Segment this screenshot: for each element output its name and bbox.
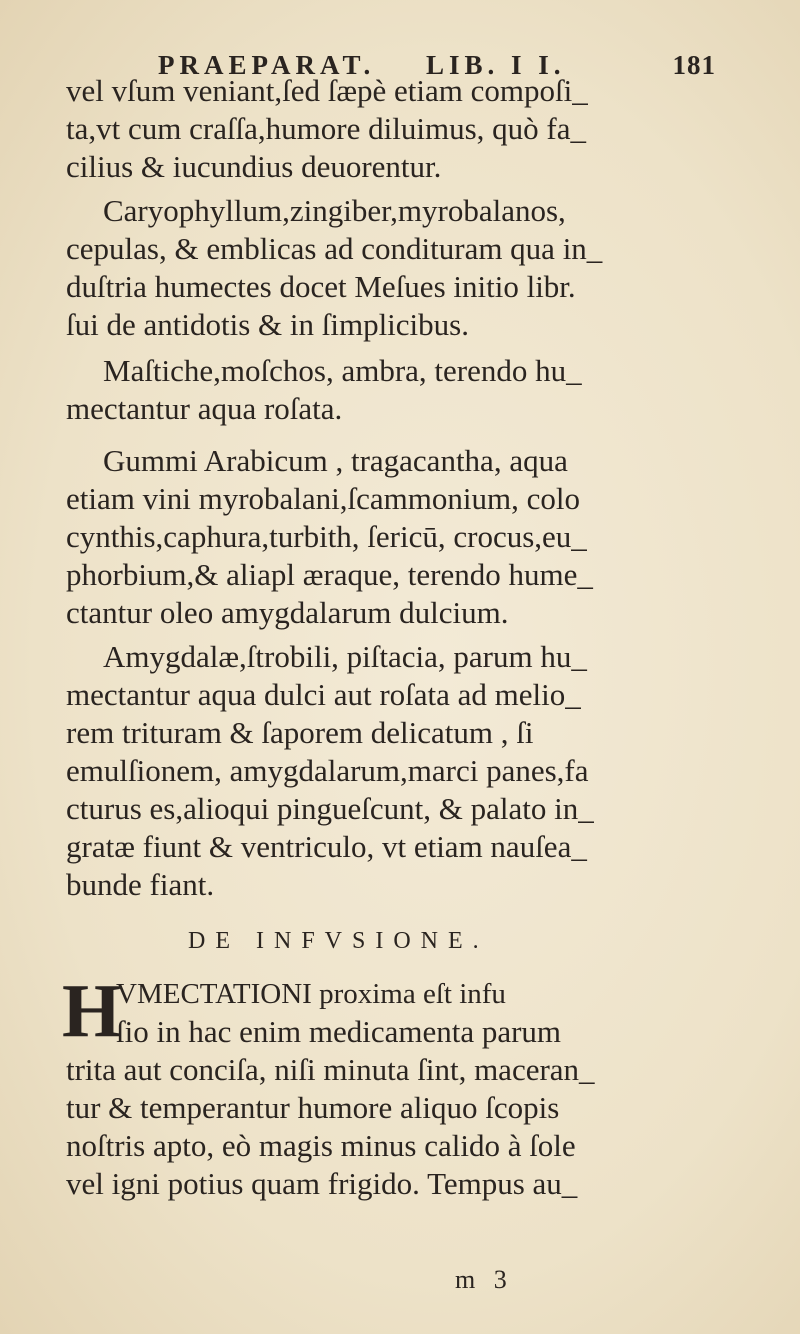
running-head-title: PRAEPARAT.: [158, 50, 376, 80]
text-line: trita aut conciſa, niſi minuta ſint, maceran_: [66, 1052, 595, 1087]
text-line: vel igni potius quam frigido. Tempus au_: [66, 1166, 578, 1201]
text-line: Maſtiche,moſchos, ambra, terendo hu_: [103, 353, 582, 388]
text-line: mectantur aqua roſata.: [66, 391, 343, 426]
text-line: emulſionem, amygdalarum,marci panes,fa: [66, 753, 589, 788]
text-line: noſtris apto, eò magis minus calido à ſole: [66, 1128, 576, 1163]
text-line: phorbium,& aliapl æraque, terendo hume_: [66, 557, 593, 592]
text-line: VMECTATIONI proxima eſt infu: [116, 978, 506, 1010]
text-line: gratæ fiunt & ventriculo, vt etiam nauſea_: [66, 829, 587, 864]
text-line: Caryophyllum,zingiber,myrobalanos,: [103, 193, 566, 228]
text-line: rem trituram & ſaporem delicatum , ſi: [66, 715, 534, 750]
text-line: Gummi Arabicum , tragacantha, aqua: [103, 443, 568, 478]
text-line: vel vſum veniant,ſed ſæpè etiam compoſi_: [66, 73, 588, 108]
page-number: 181: [672, 50, 716, 80]
text-line: Amygdalæ,ſtrobili, piſtacia, parum hu_: [103, 639, 587, 674]
text-line: bunde fiant.: [66, 867, 215, 902]
text-line: cilius & iucundius deuorentur.: [66, 149, 442, 184]
section-heading: DE INFVSIONE.: [188, 928, 489, 954]
text-line: ſui de antidotis & in ſimplicibus.: [66, 307, 469, 342]
text-line: etiam vini myrobalani,ſcammonium, colo: [66, 481, 580, 516]
signature-mark: m 3: [455, 1265, 513, 1294]
text-line: ſio in hac enim medicamenta parum: [116, 1014, 562, 1049]
text-line: tur & temperantur humore aliquo ſcopis: [66, 1090, 560, 1125]
text-line: ctantur oleo amygdalarum dulcium.: [66, 595, 509, 630]
text-line: cepulas, & emblicas ad condituram qua in_: [66, 231, 603, 266]
drop-cap: H: [62, 969, 122, 1053]
text-line: duſtria humectes docet Meſues initio libr.: [66, 269, 576, 304]
text-line: ta,vt cum craſſa,humore diluimus, quò fa_: [66, 111, 586, 146]
text-line: cturus es,alioqui pingueſcunt, & palato in_: [66, 791, 594, 826]
text-line: mectantur aqua dulci aut roſata ad melio_: [66, 677, 581, 712]
text-line: cynthis,caphura,turbith, ſericū, crocus,eu_: [66, 519, 587, 554]
running-head-book: LIB. I I.: [426, 50, 566, 80]
